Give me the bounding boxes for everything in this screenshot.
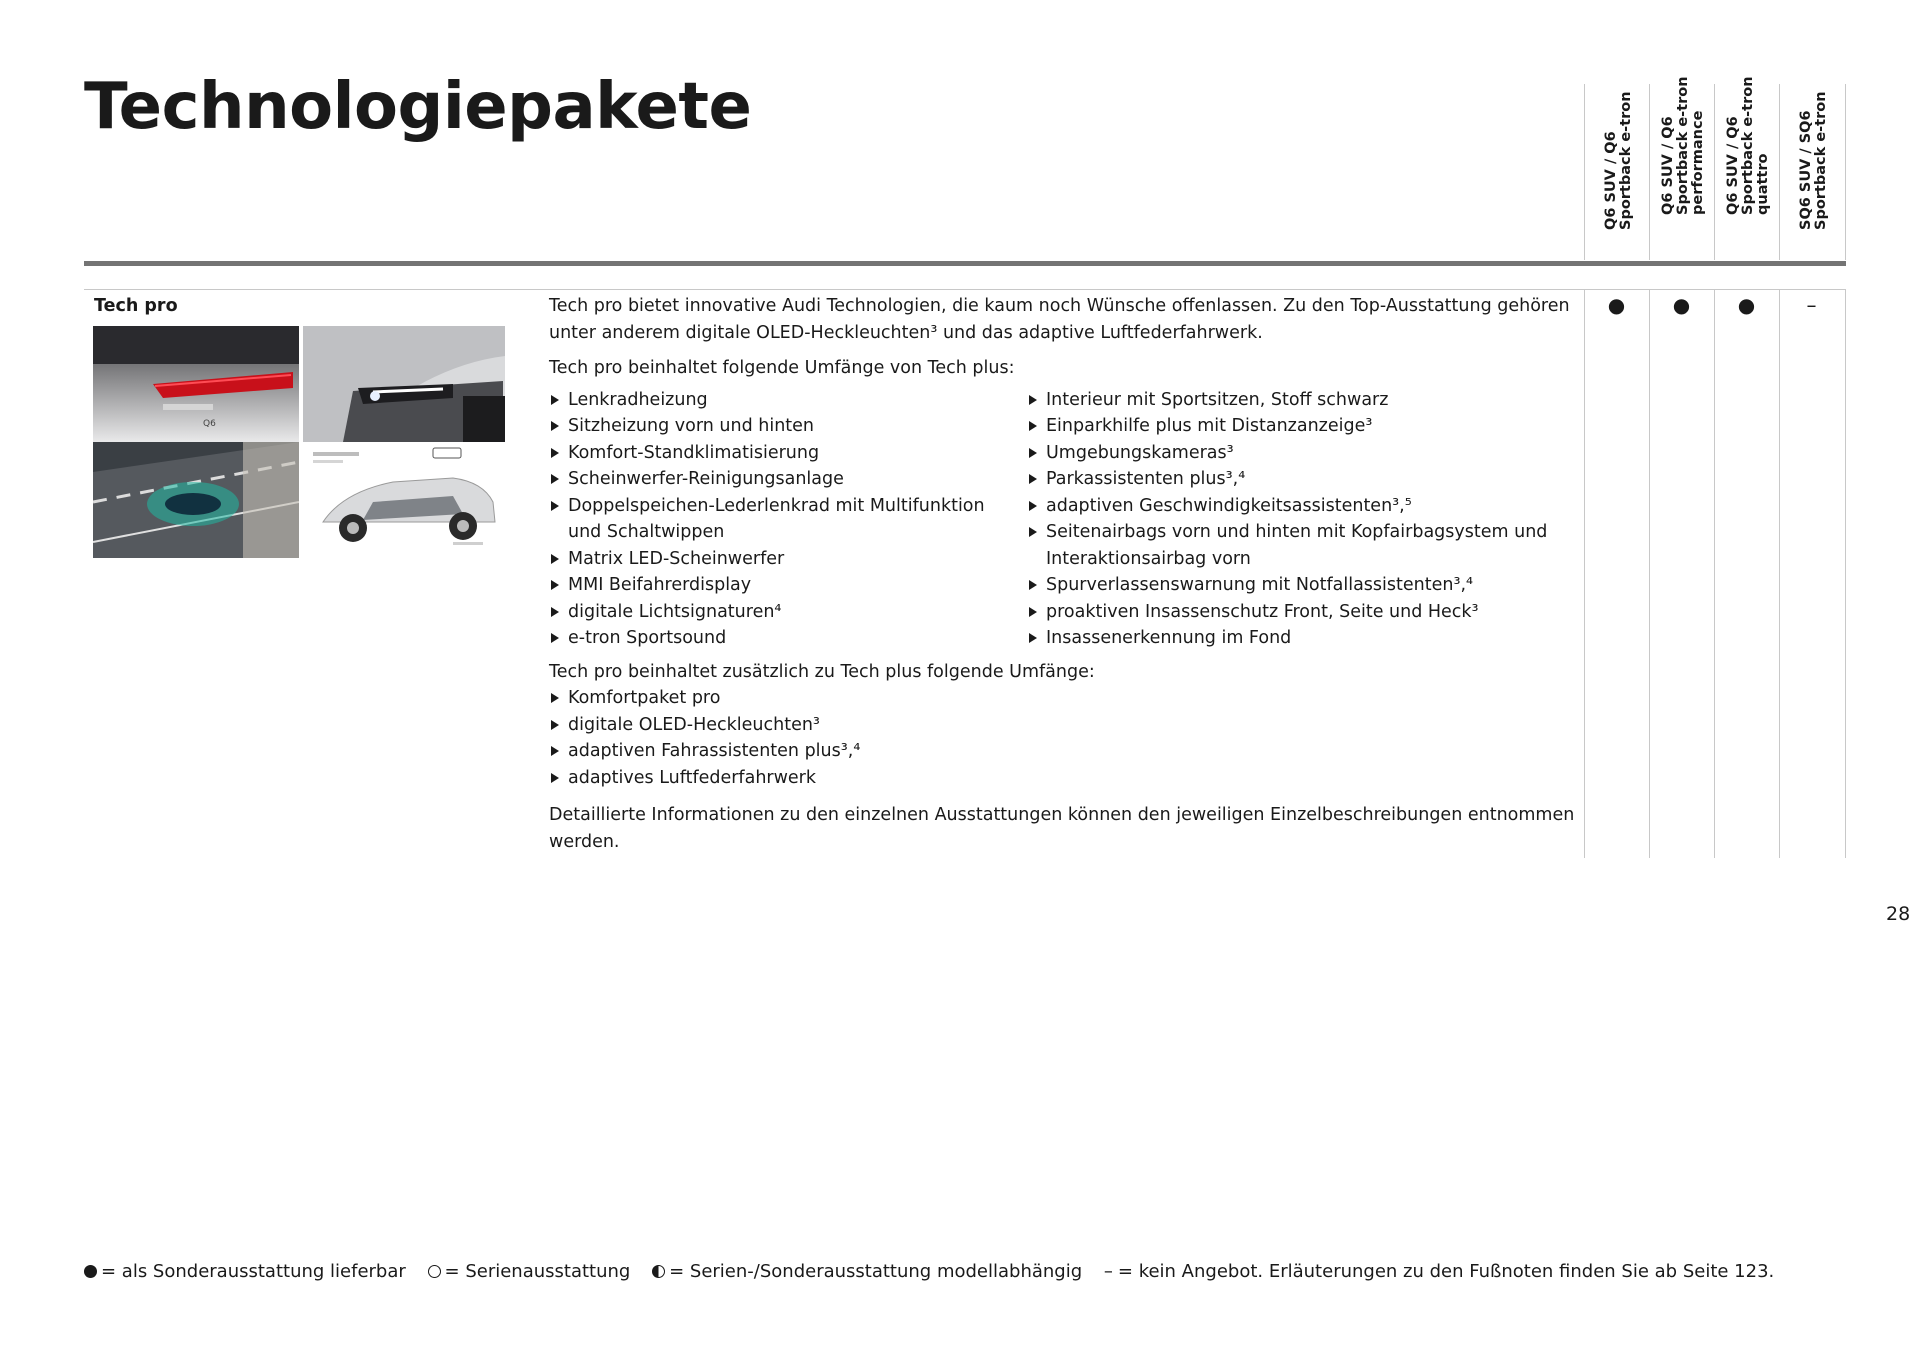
includes-list-left [549,387,1027,652]
details-note: Detaillierte Informationen zu den einzelnen Ausstattungen können den jeweiligen Einzelbeschreibungen entnommen werden. [549,805,1575,852]
filled-circle-icon [84,1265,97,1278]
svg-text:Q6: Q6 [203,419,216,429]
list-item: digitale OLED-Heckleuchten³ [549,712,1581,739]
grid-line [1649,290,1650,858]
column-header-label: Q6 SUV / Q6 Sportback e-tron quattro [1724,76,1771,215]
model-column-headers [1584,76,1846,260]
row-rule [84,289,1846,290]
package-description [549,293,1581,855]
list-item: Sitzheizung vorn und hinten [549,413,1027,440]
column-header-label: Q6 SUV / Q6 Sportback e-tron performance [1659,76,1706,215]
list-item: Komfort-Standklimatisierung [549,440,1027,467]
list-item: Parkassistenten plus³,⁴ [1027,466,1581,493]
package-name: Tech pro [94,296,178,316]
additional-list [549,685,1581,791]
list-item: digitale Lichtsignaturen⁴ [549,599,1027,626]
package-intro: Tech pro bietet innovative Audi Technologien, die kaum noch Wünsche offenlassen. Zu den Top-Ausstattung gehören unter anderem digitale OLED-Heckleuchten³ und das adaptive Luftfederfahrwerk. [549,296,1570,343]
includes-list [549,387,1581,652]
column-header-q6-etron-quattro [1714,76,1780,260]
list-item: adaptiven Fahrassistenten plus³,⁴ [549,738,1581,765]
availability-q6-etron-performance: ● [1672,293,1691,317]
tail-light-image [93,326,299,442]
grid-line [1714,290,1715,858]
includes-heading: Tech pro beinhaltet folgende Umfänge von Tech plus: [549,358,1015,378]
list-item: Scheinwerfer-Reinigungsanlage [549,466,1027,493]
list-item: Umgebungskameras³ [1027,440,1581,467]
legend-not-available: – = kein Angebot. Erläuterungen zu den Fußnoten finden Sie ab Seite 123. [1103,1261,1775,1282]
list-item: Komfortpaket pro [549,685,1581,712]
list-item: Lenkradheizung [549,387,1027,414]
availability-q6-etron-quattro: ● [1737,293,1756,317]
grid-line [1779,290,1780,858]
availability-q6-etron: ● [1607,293,1626,317]
page-title: Technologiepakete [84,70,752,144]
cutaway-car-image [303,442,505,558]
grid-line [1845,290,1846,858]
column-header-q6-etron [1584,84,1650,260]
column-header-label: SQ6 SUV / SQ6 Sportback e-tron [1797,91,1829,230]
header-rule [84,261,1846,266]
list-item: Einparkhilfe plus mit Distanzanzeige³ [1027,413,1581,440]
package-image-collage [93,326,505,558]
list-item: Spurverlassenswarnung mit Notfallassistenten³,⁴ [1027,572,1581,599]
availability-sq6-etron: – [1806,293,1817,317]
grid-line [1584,290,1585,858]
column-header-label: Q6 SUV / Q6 Sportback e-tron [1602,91,1634,230]
empty-circle-icon [428,1265,441,1278]
availability-grid [1584,290,1846,858]
list-item: proaktiven Insassenschutz Front, Seite und Heck³ [1027,599,1581,626]
page-number: 28 [1886,903,1911,925]
list-item: Doppelspeichen-Lederlenkrad mit Multifunktion und Schaltwippen [549,493,1027,546]
list-item: Seitenairbags vorn und hinten mit Kopfairbagsystem und Interaktionsairbag vorn [1027,519,1581,572]
list-item: adaptiven Geschwindigkeitsassistenten³,⁵ [1027,493,1581,520]
half-circle-icon [652,1265,665,1278]
legend-optional: = als Sonderausstattung lieferbar [84,1261,406,1282]
list-item: MMI Beifahrerdisplay [549,572,1027,599]
list-item: adaptives Luftfederfahrwerk [549,765,1581,792]
list-item: Matrix LED-Scheinwerfer [549,546,1027,573]
list-item: Insassenerkennung im Fond [1027,625,1581,652]
legend-model-dependent: = Serien-/Sonderausstattung modellabhängig [652,1261,1082,1282]
column-header-q6-etron-performance [1649,76,1715,260]
legend [84,1261,1790,1282]
driver-assistance-image [93,442,299,558]
dash-icon: – [1103,1261,1113,1282]
column-header-sq6-etron [1779,84,1846,260]
legend-standard: = Serienausstattung [428,1261,631,1282]
headlight-image [303,326,505,442]
list-item: Interieur mit Sportsitzen, Stoff schwarz [1027,387,1581,414]
list-item: e-tron Sportsound [549,625,1027,652]
includes-list-right [1027,387,1581,652]
additional-heading: Tech pro beinhaltet zusätzlich zu Tech plus folgende Umfänge: [549,661,1095,682]
